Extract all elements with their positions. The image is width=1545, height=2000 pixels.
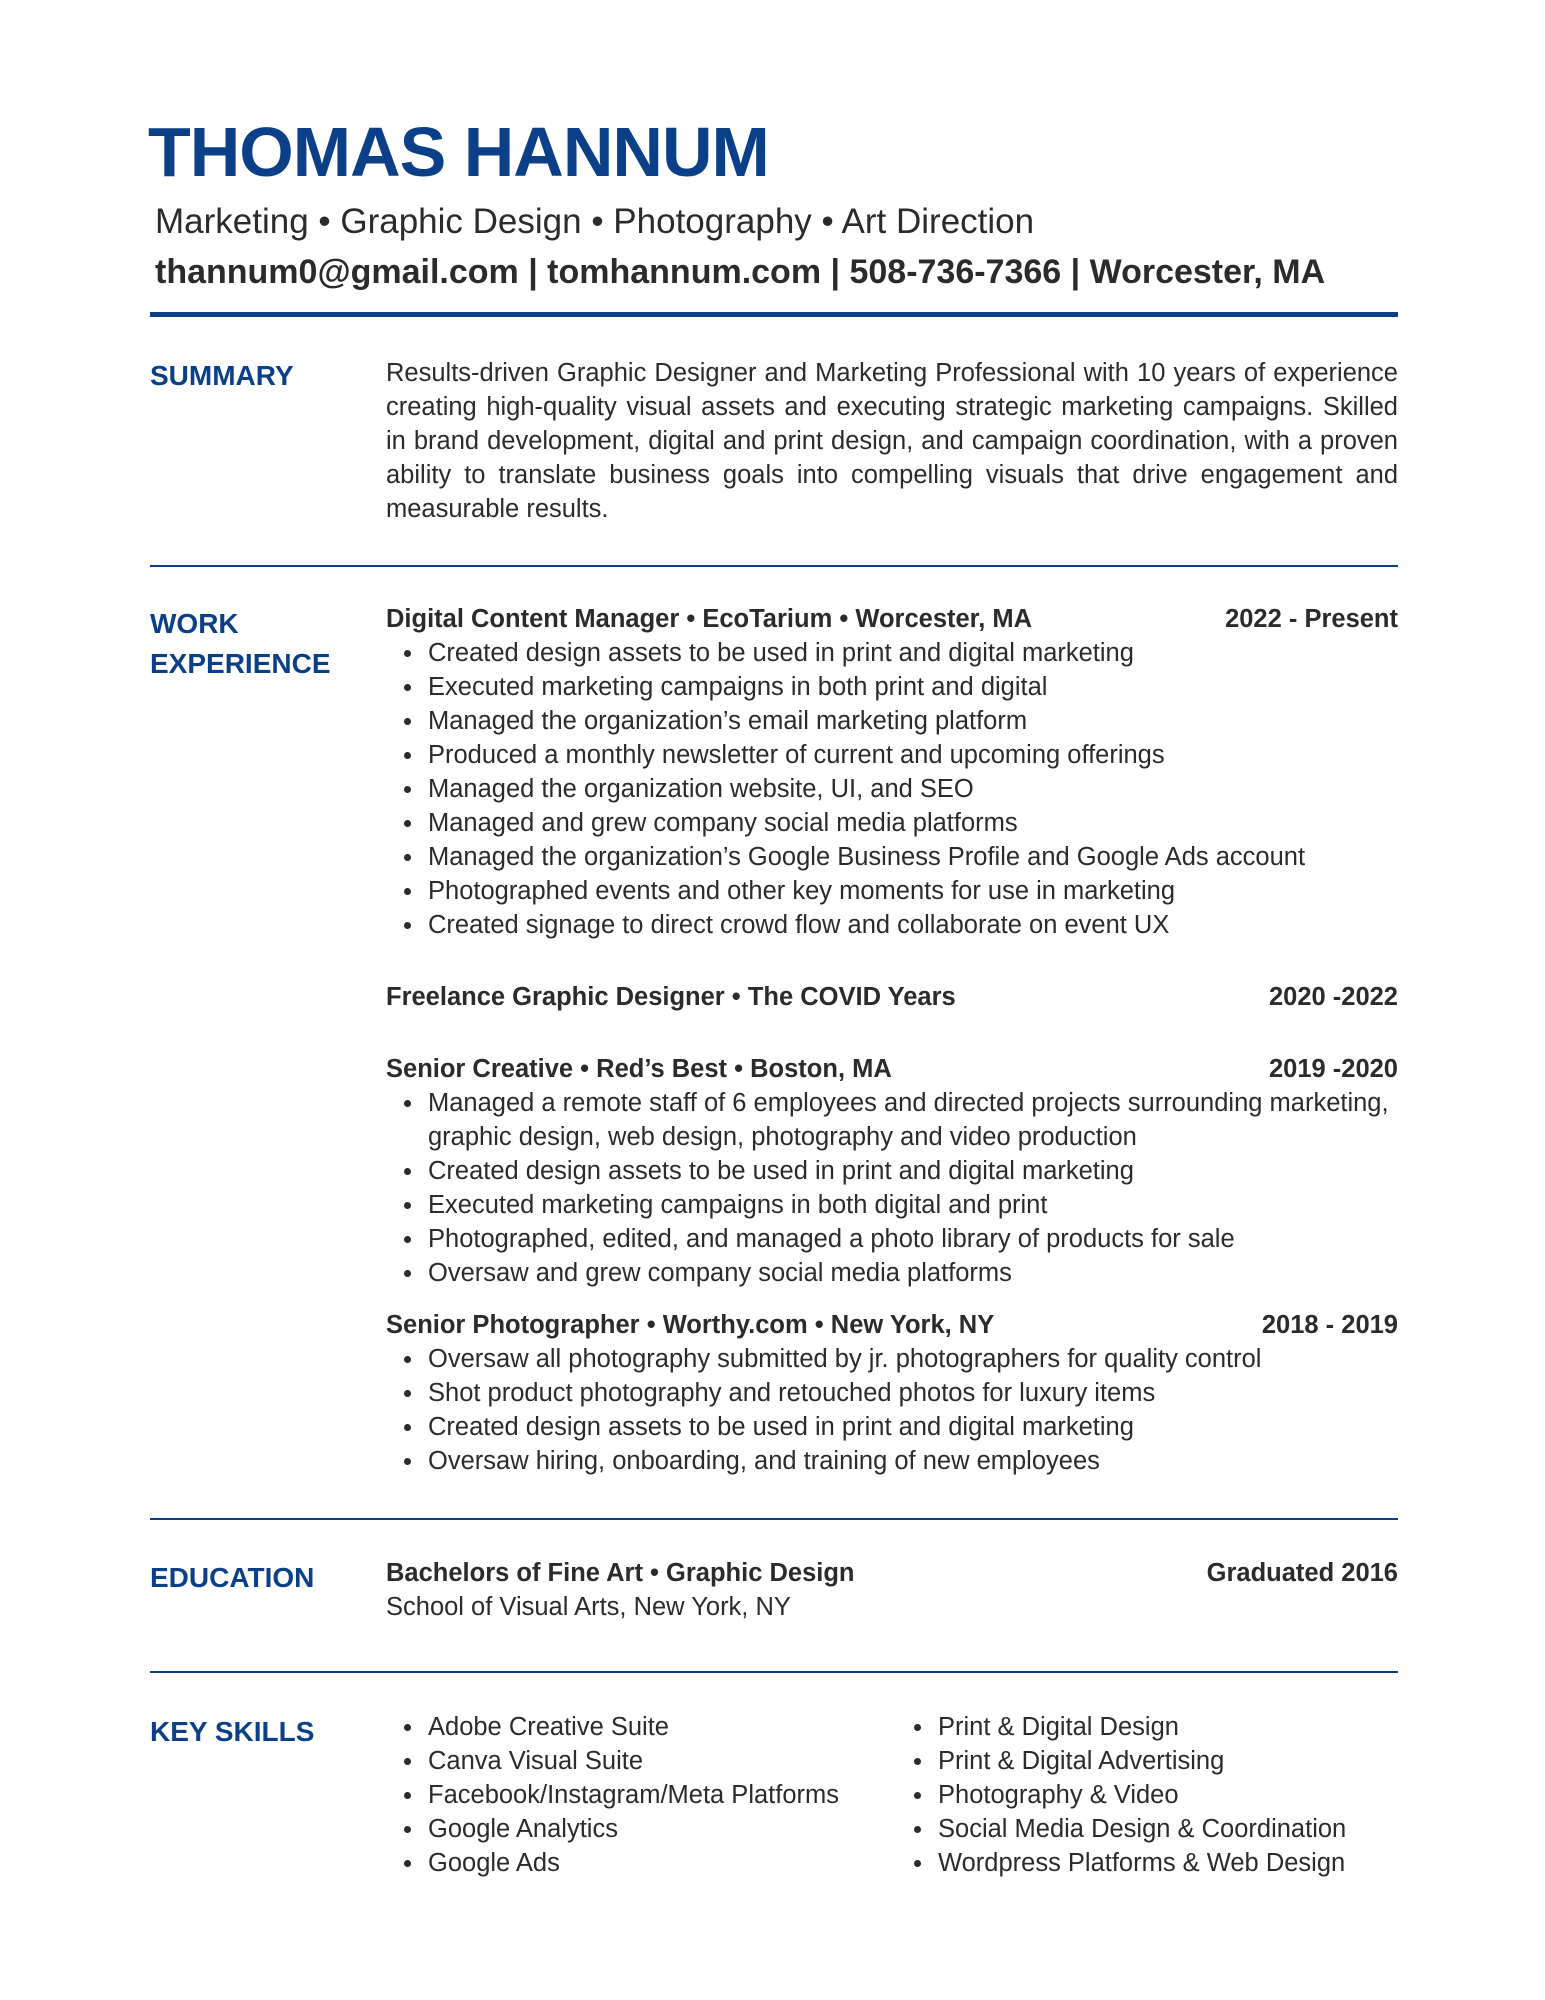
job-bullets	[386, 1086, 1398, 1290]
list-item: Wordpress Platforms & Web Design	[938, 1846, 1346, 1880]
job-header	[386, 980, 1398, 1014]
contact-line: thannum0@gmail.com | tomhannum.com | 508-736-7366 | Worcester, MA	[155, 253, 1326, 291]
list-item: Executed marketing campaigns in both print and digital	[428, 670, 1398, 704]
list-item: Shot product photography and retouched photos for luxury items	[428, 1376, 1398, 1410]
education-heading: EDUCATION	[150, 1562, 315, 1593]
list-item: Oversaw and grew company social media platforms	[428, 1256, 1398, 1290]
list-item: Produced a monthly newsletter of current and upcoming offerings	[428, 738, 1398, 772]
candidate-name: THOMAS HANNUM	[148, 113, 769, 191]
job-bullets	[386, 1342, 1398, 1478]
list-item: Managed the organization’s email marketing platform	[428, 704, 1398, 738]
summary-section	[386, 356, 1398, 526]
key-skills-heading: KEY SKILLS	[150, 1716, 315, 1747]
section-divider	[150, 1518, 1398, 1520]
job-dates: 2022 - Present	[1225, 605, 1398, 633]
work-heading-line2: EXPERIENCE	[150, 648, 331, 679]
section-divider	[150, 565, 1398, 567]
list-item: Managed the organization website, UI, and SEO	[428, 772, 1398, 806]
list-item: Created signage to direct crowd flow and collaborate on event UX	[428, 908, 1398, 942]
job-header	[386, 1308, 1398, 1342]
job-title: Senior Photographer • Worthy.com • New York, NY	[386, 1311, 995, 1339]
list-item: Google Ads	[428, 1846, 839, 1880]
job-title: Digital Content Manager • EcoTarium • Worcester, MA	[386, 605, 1033, 633]
job-entry	[386, 1308, 1398, 1478]
resume-page	[150, 0, 1398, 2000]
list-item: Photographed, edited, and managed a photo library of products for sale	[428, 1222, 1398, 1256]
graduation-date: Graduated 2016	[1206, 1559, 1398, 1587]
skills-list	[386, 1710, 839, 1880]
list-item: Oversaw hiring, onboarding, and training of new employees	[428, 1444, 1398, 1478]
degree: Bachelors of Fine Art • Graphic Design	[386, 1559, 855, 1587]
header-divider	[150, 312, 1398, 317]
list-item: Social Media Design & Coordination	[938, 1812, 1346, 1846]
list-item: Managed the organization’s Google Business Profile and Google Ads account	[428, 840, 1398, 874]
job-header	[386, 1052, 1398, 1086]
work-heading-line1: WORK	[150, 608, 239, 639]
list-item: Photographed events and other key moments for use in marketing	[428, 874, 1398, 908]
list-item: Created design assets to be used in print and digital marketing	[428, 1154, 1398, 1188]
list-item: Managed a remote staff of 6 employees and directed projects surrounding marketing, graphic design, web design, photography and video production	[428, 1086, 1398, 1154]
section-divider	[150, 1671, 1398, 1673]
education-entry	[386, 1556, 1398, 1624]
list-item: Created design assets to be used in print and digital marketing	[428, 636, 1398, 670]
tagline: Marketing • Graphic Design • Photography • Art Direction	[155, 202, 1035, 241]
job-title: Senior Creative • Red’s Best • Boston, MA	[386, 1055, 892, 1083]
list-item: Google Analytics	[428, 1812, 839, 1846]
list-item: Adobe Creative Suite	[428, 1710, 839, 1744]
skills-section	[386, 1710, 1398, 1890]
list-item: Created design assets to be used in print and digital marketing	[428, 1410, 1398, 1444]
education-header	[386, 1556, 1398, 1590]
summary-heading: SUMMARY	[150, 360, 294, 391]
job-title: Freelance Graphic Designer • The COVID Years	[386, 983, 956, 1011]
summary-text: Results-driven Graphic Designer and Marketing Professional with 10 years of experience creating high-quality visual assets and executing strategic marketing campaigns. Skilled in brand development, digital and print design, and campaign coordination, with a proven ability to translate business goals into compelling visuals that drive engagement and measurable results.	[386, 359, 1398, 523]
job-entry	[386, 1052, 1398, 1290]
job-dates: 2020 -2022	[1268, 983, 1398, 1011]
list-item: Managed and grew company social media platforms	[428, 806, 1398, 840]
list-item: Oversaw all photography submitted by jr. photographers for quality control	[428, 1342, 1398, 1376]
skills-column-left	[386, 1710, 839, 1880]
list-item: Facebook/Instagram/Meta Platforms	[428, 1778, 839, 1812]
list-item: Canva Visual Suite	[428, 1744, 839, 1778]
job-entry	[386, 602, 1398, 942]
job-dates: 2019 -2020	[1268, 1055, 1398, 1083]
list-item: Executed marketing campaigns in both digital and print	[428, 1188, 1398, 1222]
work-experience-heading	[150, 604, 370, 684]
skills-column-right	[896, 1710, 1346, 1880]
list-item: Print & Digital Design	[938, 1710, 1346, 1744]
job-header	[386, 602, 1398, 636]
list-item: Print & Digital Advertising	[938, 1744, 1346, 1778]
list-item: Photography & Video	[938, 1778, 1346, 1812]
job-dates: 2018 - 2019	[1261, 1311, 1398, 1339]
job-entry	[386, 980, 1398, 1014]
job-bullets	[386, 636, 1398, 942]
school-name: School of Visual Arts, New York, NY	[386, 1593, 791, 1621]
skills-list	[896, 1710, 1346, 1880]
